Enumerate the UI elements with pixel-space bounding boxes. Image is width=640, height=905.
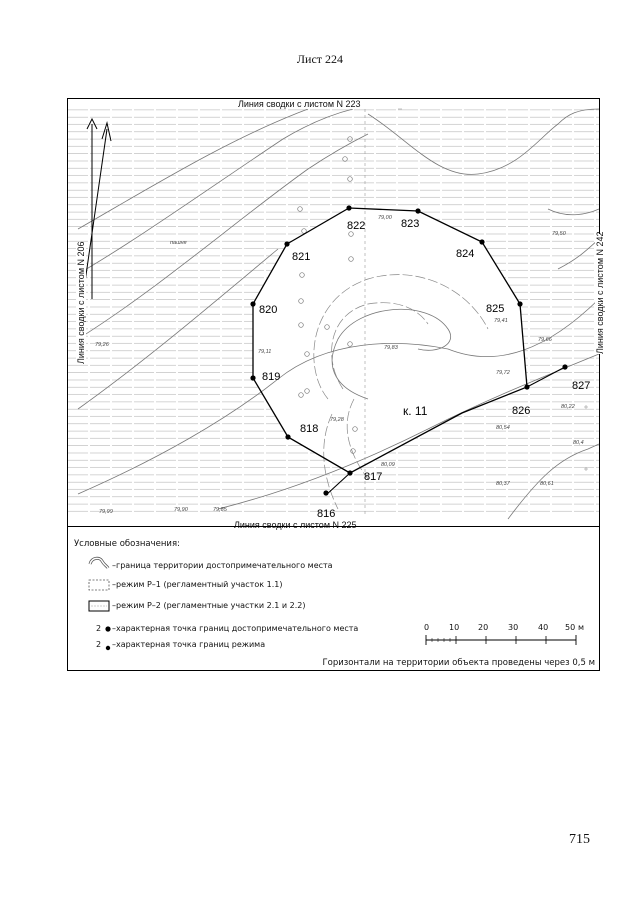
point-label-822: 822 — [347, 220, 366, 232]
legend-item-boundary: –граница территории достопримечательного места — [112, 561, 333, 570]
point-825 — [517, 301, 522, 306]
point-817 — [347, 470, 352, 475]
point-label-820: 820 — [259, 304, 278, 316]
scale-tick: 10 — [449, 623, 460, 632]
scale-tick: 30 — [508, 623, 519, 632]
map-svg — [68, 99, 599, 526]
point-816 — [323, 490, 328, 495]
point-label-817: 817 — [364, 471, 383, 483]
r2-symbol-icon — [88, 600, 110, 612]
elevation-label: 80,54 — [496, 425, 510, 431]
sheet-title: Лист 224 — [296, 52, 344, 66]
elevation-label: 80,4 — [573, 440, 584, 446]
point-label-827: 827 — [572, 380, 591, 392]
point-821 — [284, 241, 289, 246]
elevation-label: 80,09 — [381, 462, 395, 468]
legend-item-r1: –режим Р–1 (регламентный участок 1.1) — [112, 580, 283, 589]
elevation-label: 79,00 — [378, 215, 392, 221]
point-label-816: 816 — [317, 508, 336, 520]
elevation-label: 79,99 — [99, 509, 113, 515]
r1-symbol-icon — [88, 579, 110, 591]
point-826 — [524, 384, 529, 389]
map-area — [68, 99, 605, 530]
legend-item-site-point: –характерная точка границ достопримечательного места — [112, 624, 359, 633]
point-label-826: 826 — [512, 405, 531, 417]
edge-label-bottom: Линия сводки с листом N 225 — [234, 520, 357, 530]
elevation-label: 79,11 — [258, 349, 272, 355]
point-824 — [479, 239, 484, 244]
page-number: 715 — [569, 832, 590, 847]
point-819 — [250, 375, 255, 380]
point-symbol-number: 2 — [96, 640, 102, 649]
elevation-label: 79,66 — [538, 337, 552, 343]
land-use-label: пашня — [170, 240, 187, 246]
scale-tick: 20 — [478, 623, 489, 632]
elevation-label: 80,22 — [561, 404, 575, 410]
elevation-label: 80,37 — [496, 481, 510, 487]
scale-tick: 40 — [538, 623, 549, 632]
elevation-label: 79,41 — [494, 318, 508, 324]
point-symbol-number: 2 — [96, 624, 102, 633]
point-label-823: 823 — [401, 218, 420, 230]
point-820 — [250, 301, 255, 306]
edge-label-left: Линия сводки с листом N 206 — [76, 241, 86, 364]
boundary-symbol-icon — [88, 556, 110, 570]
point-label-824: 824 — [456, 248, 475, 260]
scale-unit: м — [578, 623, 585, 632]
map-frame — [67, 98, 605, 671]
elevation-label: 80,61 — [540, 481, 554, 487]
legend-item-r2: –режим Р–2 (регламентные участки 2.1 и 2.2) — [112, 601, 306, 610]
edge-label-right: Линия сводки с листом N 242 — [595, 231, 605, 354]
elevation-label: 79,85 — [213, 507, 227, 513]
elevation-label: 79,50 — [552, 231, 566, 237]
point-label-821: 821 — [292, 251, 311, 263]
scale-bar-graphic — [426, 635, 576, 645]
legend-item-regime-point: –характерная точка границ режима — [112, 640, 266, 649]
edge-label-top: Линия сводки с листом N 223 — [238, 99, 361, 109]
point-label-818: 818 — [300, 423, 319, 435]
point-827 — [562, 364, 567, 369]
point-label-819: 819 — [262, 371, 281, 383]
elevation-label: 79,26 — [95, 342, 109, 348]
point-822 — [346, 205, 351, 210]
contour-interval-note: Горизонтали на территории объекта проведены через 0,5 м — [322, 658, 595, 668]
elevation-label: 79,28 — [330, 417, 344, 423]
regime-point-symbol-icon — [104, 644, 112, 652]
elevation-label: 79,83 — [384, 345, 398, 351]
point-label-825: 825 — [486, 303, 505, 315]
site-point-symbol-icon — [104, 625, 112, 633]
elevation-label: 79,90 — [174, 507, 188, 513]
scale-tick: 0 — [424, 623, 430, 632]
point-823 — [415, 208, 420, 213]
point-818 — [285, 434, 290, 439]
elevation-label: 79,72 — [496, 370, 510, 376]
legend — [68, 526, 599, 671]
scale-bar — [424, 623, 584, 647]
site-label: к. 11 — [403, 404, 428, 418]
scale-tick: 50 — [565, 623, 576, 632]
legend-title: Условные обозначения: — [74, 539, 180, 549]
